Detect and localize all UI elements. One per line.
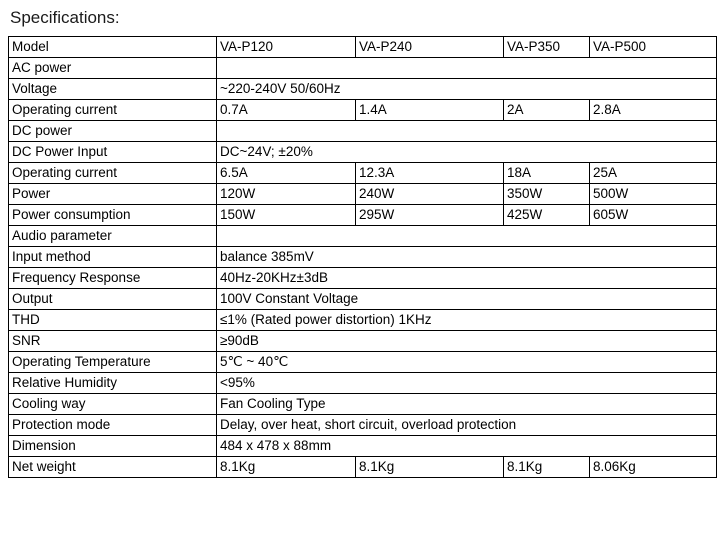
table-row <box>9 394 717 415</box>
table-cell: 605W <box>590 205 717 226</box>
row-label: Relative Humidity <box>9 373 217 394</box>
table-cell: 100V Constant Voltage <box>217 289 717 310</box>
table-cell: DC~24V; ±20% <box>217 142 717 163</box>
row-label: Protection mode <box>9 415 217 436</box>
table-cell: 6.5A <box>217 163 356 184</box>
table-row <box>9 58 717 79</box>
table-cell: 12.3A <box>356 163 504 184</box>
table-row <box>9 289 717 310</box>
page-title: Specifications: <box>10 8 120 27</box>
table-cell: 425W <box>504 205 590 226</box>
table-cell: 8.1Kg <box>356 457 504 478</box>
table-cell: 8.06Kg <box>590 457 717 478</box>
row-label: AC power <box>9 58 217 79</box>
table-cell: VA-P350 <box>504 37 590 58</box>
table-row <box>9 37 717 58</box>
row-label: Dimension <box>9 436 217 457</box>
row-label: Model <box>9 37 217 58</box>
table-cell: 120W <box>217 184 356 205</box>
table-cell: 350W <box>504 184 590 205</box>
specifications-table <box>8 36 717 478</box>
row-label: Operating current <box>9 163 217 184</box>
row-label: Power consumption <box>9 205 217 226</box>
table-cell <box>217 226 717 247</box>
table-row <box>9 163 717 184</box>
row-label: Net weight <box>9 457 217 478</box>
table-cell: VA-P120 <box>217 37 356 58</box>
table-cell: 25A <box>590 163 717 184</box>
table-row <box>9 226 717 247</box>
row-label: Audio parameter <box>9 226 217 247</box>
table-row <box>9 142 717 163</box>
table-cell: 150W <box>217 205 356 226</box>
table-cell: 8.1Kg <box>504 457 590 478</box>
table-cell: 2.8A <box>590 100 717 121</box>
table-row <box>9 121 717 142</box>
table-cell: Fan Cooling Type <box>217 394 717 415</box>
row-label: THD <box>9 310 217 331</box>
row-label: Frequency Response <box>9 268 217 289</box>
table-cell: 5℃ ~ 40℃ <box>217 352 717 373</box>
table-row <box>9 310 717 331</box>
table-cell: Delay, over heat, short circuit, overload protection <box>217 415 717 436</box>
table-cell: ≥90dB <box>217 331 717 352</box>
table-cell: 240W <box>356 184 504 205</box>
table-row <box>9 205 717 226</box>
table-cell <box>217 58 717 79</box>
table-cell: 484 x 478 x 88mm <box>217 436 717 457</box>
table-cell: 18A <box>504 163 590 184</box>
table-row <box>9 331 717 352</box>
table-cell: 295W <box>356 205 504 226</box>
table-cell: VA-P240 <box>356 37 504 58</box>
row-label: Power <box>9 184 217 205</box>
table-row <box>9 415 717 436</box>
table-cell: balance 385mV <box>217 247 717 268</box>
table-row <box>9 373 717 394</box>
table-cell: 2A <box>504 100 590 121</box>
row-label: DC power <box>9 121 217 142</box>
row-label: Input method <box>9 247 217 268</box>
table-cell: 40Hz-20KHz±3dB <box>217 268 717 289</box>
table-cell: ≤1% (Rated power distortion) 1KHz <box>217 310 717 331</box>
row-label: Operating current <box>9 100 217 121</box>
row-label: Cooling way <box>9 394 217 415</box>
table-cell: 1.4A <box>356 100 504 121</box>
table-cell: <95% <box>217 373 717 394</box>
table-row <box>9 79 717 100</box>
table-body <box>9 37 717 478</box>
table-row <box>9 100 717 121</box>
row-label: DC Power Input <box>9 142 217 163</box>
row-label: SNR <box>9 331 217 352</box>
table-row <box>9 247 717 268</box>
table-cell: ~220-240V 50/60Hz <box>217 79 717 100</box>
table-cell <box>217 121 717 142</box>
table-row <box>9 184 717 205</box>
table-cell: 0.7A <box>217 100 356 121</box>
row-label: Operating Temperature <box>9 352 217 373</box>
table-row <box>9 352 717 373</box>
table-cell: 8.1Kg <box>217 457 356 478</box>
table-row <box>9 268 717 289</box>
table-row <box>9 436 717 457</box>
table-cell: 500W <box>590 184 717 205</box>
table-row <box>9 457 717 478</box>
row-label: Output <box>9 289 217 310</box>
row-label: Voltage <box>9 79 217 100</box>
table-cell: VA-P500 <box>590 37 717 58</box>
